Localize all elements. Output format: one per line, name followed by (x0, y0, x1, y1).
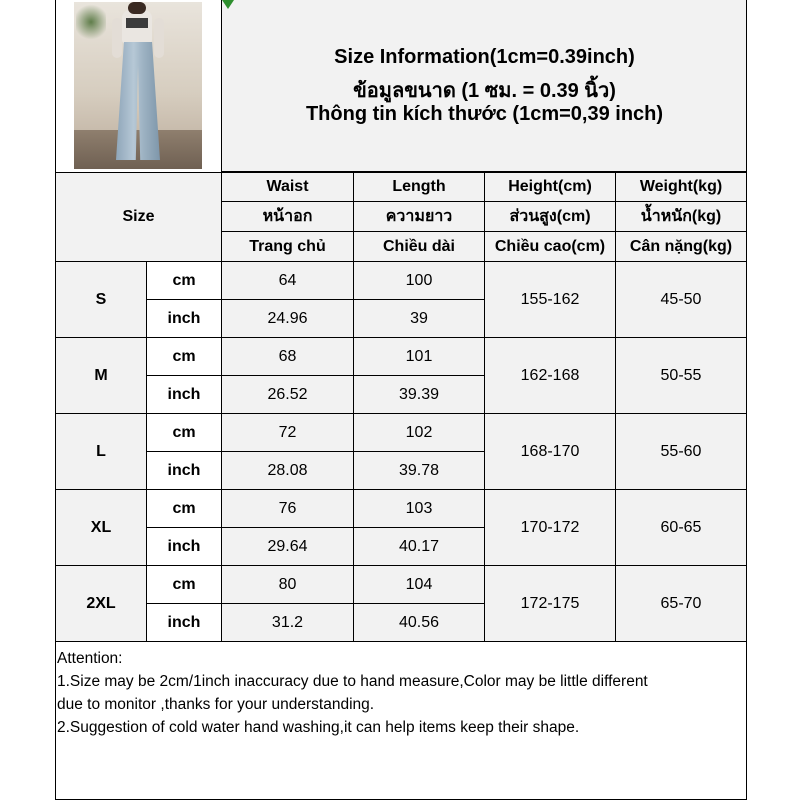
table-row (56, 566, 747, 604)
size-label: S (56, 262, 147, 338)
product-photo (74, 2, 202, 169)
waist-inch-value: 26.52 (222, 376, 354, 414)
waist-cm-value: 68 (222, 338, 354, 376)
size-label: M (56, 338, 147, 414)
size-label: 2XL (56, 566, 147, 642)
waist-inch-value: 31.2 (222, 604, 354, 642)
col-header-weight-th: น้ำหนัก(kg) (616, 202, 747, 232)
notes-line-1: 1.Size may be 2cm/1inch inaccuracy due to hand measure,Color may be little different (57, 673, 648, 690)
header-title-thai: ข้อมูลขนาด (1 ซม. = 0.39 นิ้ว) (353, 80, 616, 102)
col-header-length-en: Length (354, 173, 485, 202)
waist-cm-value: 76 (222, 490, 354, 528)
height-range-value: 168-170 (485, 414, 616, 490)
weight-range-value: 45-50 (616, 262, 747, 338)
corner-marker-icon (222, 0, 234, 9)
col-header-length-th: ความยาว (354, 202, 485, 232)
notes-line-3: 2.Suggestion of cold water hand washing,it can help items keep their shape. (57, 719, 580, 736)
col-header-waist-th: หน้าอก (222, 202, 354, 232)
size-column-title: Size (56, 173, 222, 262)
height-range-value: 162-168 (485, 338, 616, 414)
col-header-height-th: ส่วนสูง(cm) (485, 202, 616, 232)
length-inch-value: 40.56 (354, 604, 485, 642)
length-inch-value: 40.17 (354, 528, 485, 566)
col-header-weight-vi: Cân nặng(kg) (616, 232, 747, 262)
height-range-value: 172-175 (485, 566, 616, 642)
table-row (56, 490, 747, 528)
length-cm-value: 102 (354, 414, 485, 452)
size-label: L (56, 414, 147, 490)
col-header-height-en: Height(cm) (485, 173, 616, 202)
length-inch-value: 39.39 (354, 376, 485, 414)
waist-cm-value: 80 (222, 566, 354, 604)
height-range-value: 170-172 (485, 490, 616, 566)
waist-cm-value: 72 (222, 414, 354, 452)
size-table (55, 172, 747, 642)
unit-cm-label: cm (147, 262, 222, 300)
unit-inch-label: inch (147, 604, 222, 642)
table-row (56, 338, 747, 376)
length-inch-value: 39.78 (354, 452, 485, 490)
height-range-value: 155-162 (485, 262, 616, 338)
col-header-height-vi: Chiều cao(cm) (485, 232, 616, 262)
notes-line-2: due to monitor ,thanks for your understanding. (57, 696, 375, 713)
waist-inch-value: 28.08 (222, 452, 354, 490)
length-inch-value: 39 (354, 300, 485, 338)
length-cm-value: 103 (354, 490, 485, 528)
unit-inch-label: inch (147, 376, 222, 414)
table-row (56, 262, 747, 300)
size-label: XL (56, 490, 147, 566)
weight-range-value: 65-70 (616, 566, 747, 642)
col-header-length-vi: Chiều dài (354, 232, 485, 262)
waist-inch-value: 29.64 (222, 528, 354, 566)
unit-inch-label: inch (147, 528, 222, 566)
length-cm-value: 101 (354, 338, 485, 376)
waist-cm-value: 64 (222, 262, 354, 300)
col-header-waist-en: Waist (222, 173, 354, 202)
header-title-vietnamese: Thông tin kích thước (1cm=0,39 inch) (305, 103, 664, 125)
weight-range-value: 50-55 (616, 338, 747, 414)
unit-cm-label: cm (147, 338, 222, 376)
unit-cm-label: cm (147, 566, 222, 604)
length-cm-value: 104 (354, 566, 485, 604)
unit-cm-label: cm (147, 414, 222, 452)
weight-range-value: 60-65 (616, 490, 747, 566)
waist-inch-value: 24.96 (222, 300, 354, 338)
attention-notes (57, 647, 745, 739)
weight-range-value: 55-60 (616, 414, 747, 490)
col-header-weight-en: Weight(kg) (616, 173, 747, 202)
length-cm-value: 100 (354, 262, 485, 300)
header-title-english: Size Information(1cm=0.39inch) (334, 46, 635, 68)
unit-cm-label: cm (147, 490, 222, 528)
unit-inch-label: inch (147, 452, 222, 490)
table-row (56, 414, 747, 452)
unit-inch-label: inch (147, 300, 222, 338)
size-info-header (221, 0, 746, 172)
col-header-waist-vi: Trang chủ (222, 232, 354, 262)
notes-title: Attention: (57, 650, 123, 667)
